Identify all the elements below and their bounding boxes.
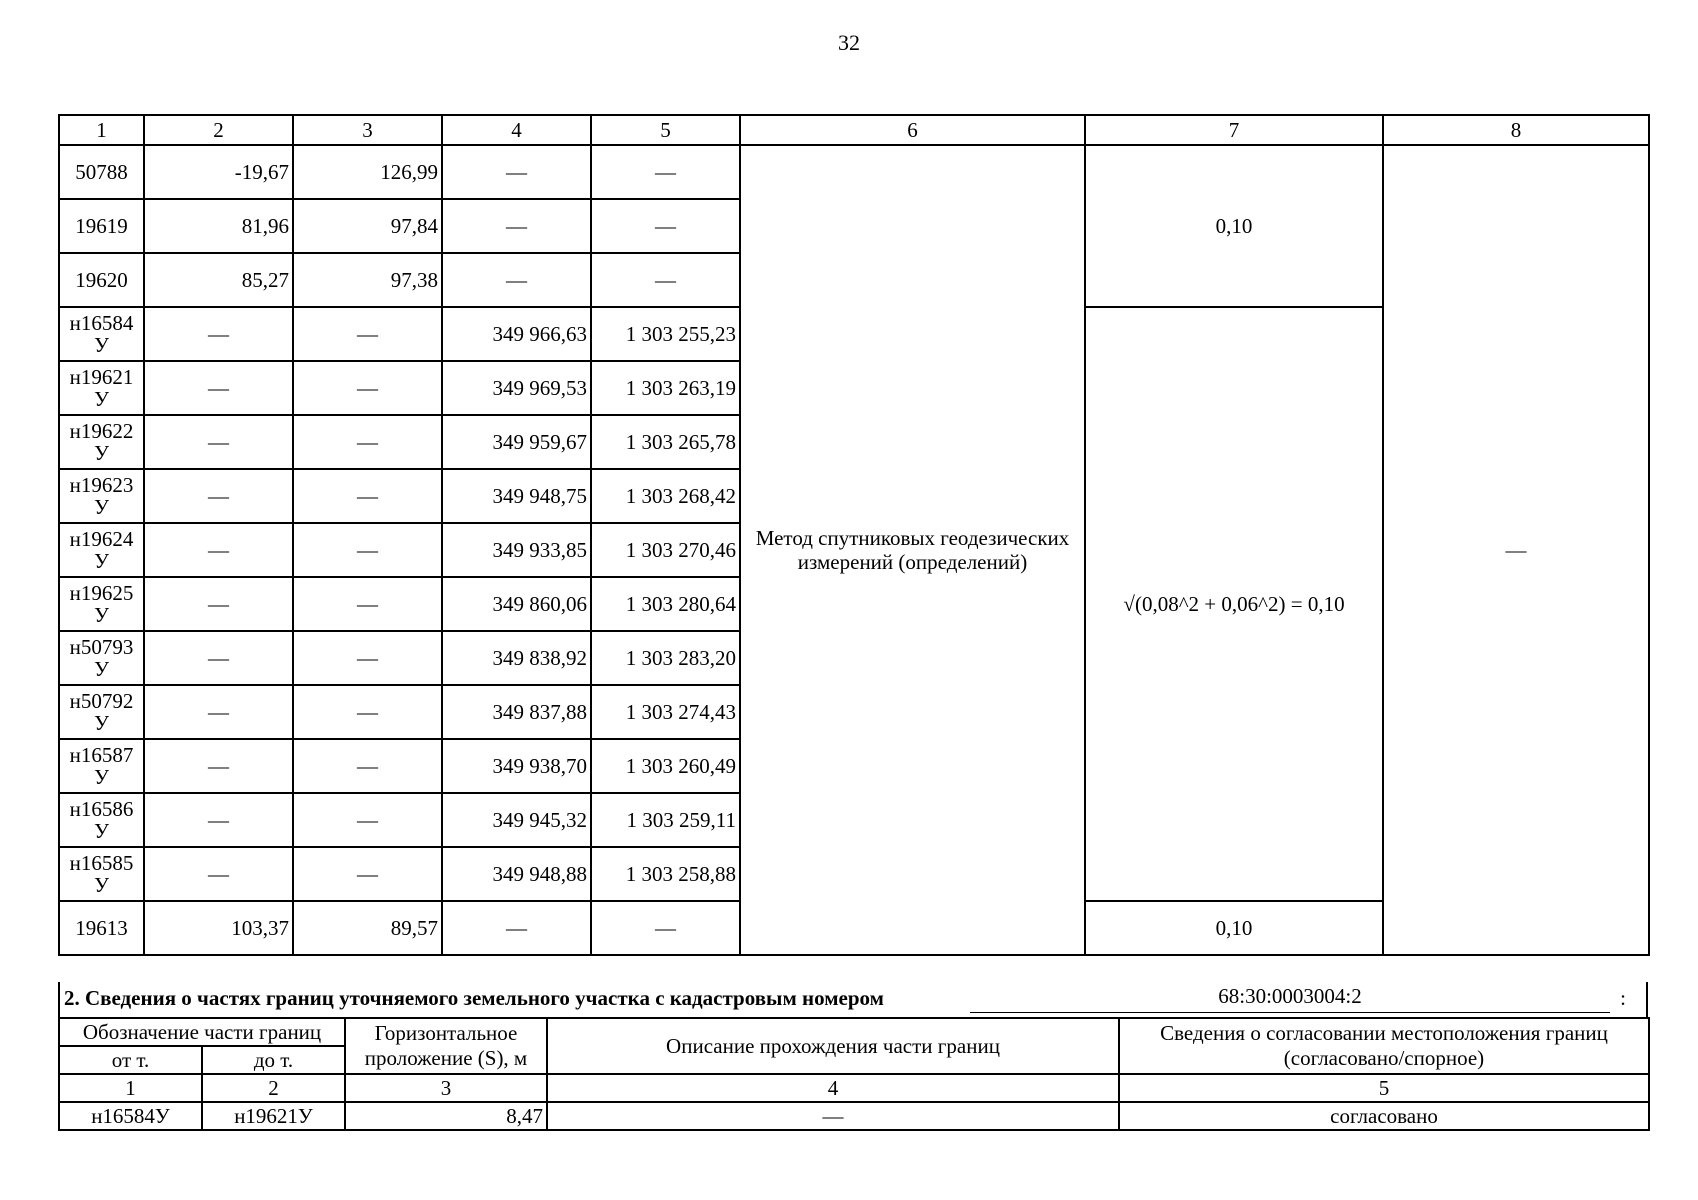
coordinate-value: 349 938,70 xyxy=(442,739,591,793)
coordinate-value: — xyxy=(591,145,740,199)
coordinate-value: 85,27 xyxy=(144,253,293,307)
boundary-parts-table xyxy=(58,1017,1650,1131)
coordinate-value: 1 303 265,78 xyxy=(591,415,740,469)
accuracy-formula: √(0,08^2 + 0,06^2) = 0,10 xyxy=(1085,307,1383,901)
point-name: н16587 У xyxy=(59,739,144,793)
horizontal-header: Горизонтальное проложение (S), м xyxy=(345,1018,547,1074)
column-number: 5 xyxy=(591,115,740,145)
column-number: 2 xyxy=(144,115,293,145)
column-number: 7 xyxy=(1085,115,1383,145)
to-point: н19621У xyxy=(202,1102,345,1130)
coordinate-value: 349 945,32 xyxy=(442,793,591,847)
coordinate-value: — xyxy=(293,577,442,631)
coordinate-value: 349 837,88 xyxy=(442,685,591,739)
point-name: 50788 xyxy=(59,145,144,199)
coordinate-value: 349 969,53 xyxy=(442,361,591,415)
parts-row xyxy=(59,1102,1649,1130)
coordinate-value: 1 303 268,42 xyxy=(591,469,740,523)
coordinates-header-row xyxy=(59,115,1649,145)
accuracy-top: 0,10 xyxy=(1085,145,1383,307)
coordinate-value: 349 959,67 xyxy=(442,415,591,469)
designation-header: Обозначение части границ xyxy=(59,1018,345,1046)
column-number: 3 xyxy=(293,115,442,145)
table-row xyxy=(59,145,1649,199)
boundary-parts-table-body xyxy=(59,1018,1649,1130)
point-name: н19621 У xyxy=(59,361,144,415)
coordinate-value: 1 303 280,64 xyxy=(591,577,740,631)
point-name: н50792 У xyxy=(59,685,144,739)
coordinate-value: — xyxy=(591,901,740,955)
col8-cell: — xyxy=(1383,145,1649,955)
point-name: н19622 У xyxy=(59,415,144,469)
point-name: 19620 xyxy=(59,253,144,307)
point-name: н50793 У xyxy=(59,631,144,685)
coordinate-value: 349 948,75 xyxy=(442,469,591,523)
coordinate-value: 1 303 258,88 xyxy=(591,847,740,901)
coordinate-value: — xyxy=(144,739,293,793)
coordinates-table-body xyxy=(59,115,1649,955)
coordinate-value: — xyxy=(442,901,591,955)
coordinate-value: — xyxy=(293,847,442,901)
coordinate-value: — xyxy=(293,739,442,793)
horizontal-distance: 8,47 xyxy=(345,1102,547,1130)
point-name: 19619 xyxy=(59,199,144,253)
accuracy-bottom: 0,10 xyxy=(1085,901,1383,955)
parts-number-row xyxy=(59,1074,1649,1102)
coordinate-value: 103,37 xyxy=(144,901,293,955)
coordinate-value: — xyxy=(144,415,293,469)
column-number: 1 xyxy=(59,115,144,145)
coordinate-value: 1 303 270,46 xyxy=(591,523,740,577)
agreement-header: Сведения о согласовании местоположения границ (согласовано/спорное) xyxy=(1119,1018,1649,1074)
coordinate-value: — xyxy=(293,415,442,469)
coordinate-value: — xyxy=(293,685,442,739)
column-number: 5 xyxy=(1119,1074,1649,1102)
coordinate-value: 349 966,63 xyxy=(442,307,591,361)
coordinate-value: — xyxy=(144,631,293,685)
coordinate-value: — xyxy=(293,523,442,577)
coordinate-value: — xyxy=(144,469,293,523)
point-name: н19624 У xyxy=(59,523,144,577)
coordinate-value: — xyxy=(144,361,293,415)
point-name: н16585 У xyxy=(59,847,144,901)
point-name: н16584 У xyxy=(59,307,144,361)
parts-header-row-1 xyxy=(59,1018,1649,1046)
point-name: 19613 xyxy=(59,901,144,955)
cadastral-number: 68:30:0003004:2 xyxy=(970,984,1610,1013)
column-number: 2 xyxy=(202,1074,345,1102)
coordinate-value: — xyxy=(591,199,740,253)
point-name: н16586 У xyxy=(59,793,144,847)
coordinate-value: 1 303 255,23 xyxy=(591,307,740,361)
coordinate-value: 97,38 xyxy=(293,253,442,307)
coordinate-value: 1 303 263,19 xyxy=(591,361,740,415)
coordinate-value: — xyxy=(591,253,740,307)
coordinate-value: -19,67 xyxy=(144,145,293,199)
coordinate-value: 1 303 259,11 xyxy=(591,793,740,847)
page-number: 32 xyxy=(838,30,860,55)
column-number: 8 xyxy=(1383,115,1649,145)
coordinate-value: — xyxy=(144,685,293,739)
coordinate-value: — xyxy=(293,361,442,415)
from-header: от т. xyxy=(59,1046,202,1074)
coordinate-value: — xyxy=(144,793,293,847)
coordinate-value: 1 303 283,20 xyxy=(591,631,740,685)
from-point: н16584У xyxy=(59,1102,202,1130)
coordinate-value: — xyxy=(442,199,591,253)
column-number: 1 xyxy=(59,1074,202,1102)
method-cell: Метод спутниковых геодезических измерений (определений) xyxy=(740,145,1085,955)
column-number: 4 xyxy=(442,115,591,145)
coordinate-value: — xyxy=(293,631,442,685)
section-2-title: 2. Сведения о частях границ уточняемого земельного участка с кадастровым номером xyxy=(64,986,884,1010)
coordinate-value: 349 860,06 xyxy=(442,577,591,631)
coordinate-value: — xyxy=(293,469,442,523)
coordinate-value: — xyxy=(144,577,293,631)
coordinate-value: 349 948,88 xyxy=(442,847,591,901)
coordinate-value: 126,99 xyxy=(293,145,442,199)
section-2-title-bar xyxy=(58,982,1648,1018)
column-number: 4 xyxy=(547,1074,1119,1102)
coordinate-value: 81,96 xyxy=(144,199,293,253)
to-header: до т. xyxy=(202,1046,345,1074)
agreement: согласовано xyxy=(1119,1102,1649,1130)
coordinate-value: 97,84 xyxy=(293,199,442,253)
coordinates-table xyxy=(58,114,1650,956)
coordinate-value: — xyxy=(144,847,293,901)
coordinate-value: — xyxy=(442,145,591,199)
description-header: Описание прохождения части границ xyxy=(547,1018,1119,1074)
coordinate-value: — xyxy=(293,793,442,847)
coordinate-value: — xyxy=(144,523,293,577)
coordinate-value: 349 933,85 xyxy=(442,523,591,577)
coordinate-value: 1 303 260,49 xyxy=(591,739,740,793)
description: — xyxy=(547,1102,1119,1130)
coordinate-value: 1 303 274,43 xyxy=(591,685,740,739)
point-name: н19625 У xyxy=(59,577,144,631)
title-colon: : xyxy=(1620,986,1626,1010)
column-number: 3 xyxy=(345,1074,547,1102)
coordinate-value: — xyxy=(442,253,591,307)
coordinate-value: 89,57 xyxy=(293,901,442,955)
coordinate-value: — xyxy=(293,307,442,361)
coordinate-value: 349 838,92 xyxy=(442,631,591,685)
coordinate-value: — xyxy=(144,307,293,361)
point-name: н19623 У xyxy=(59,469,144,523)
column-number: 6 xyxy=(740,115,1085,145)
